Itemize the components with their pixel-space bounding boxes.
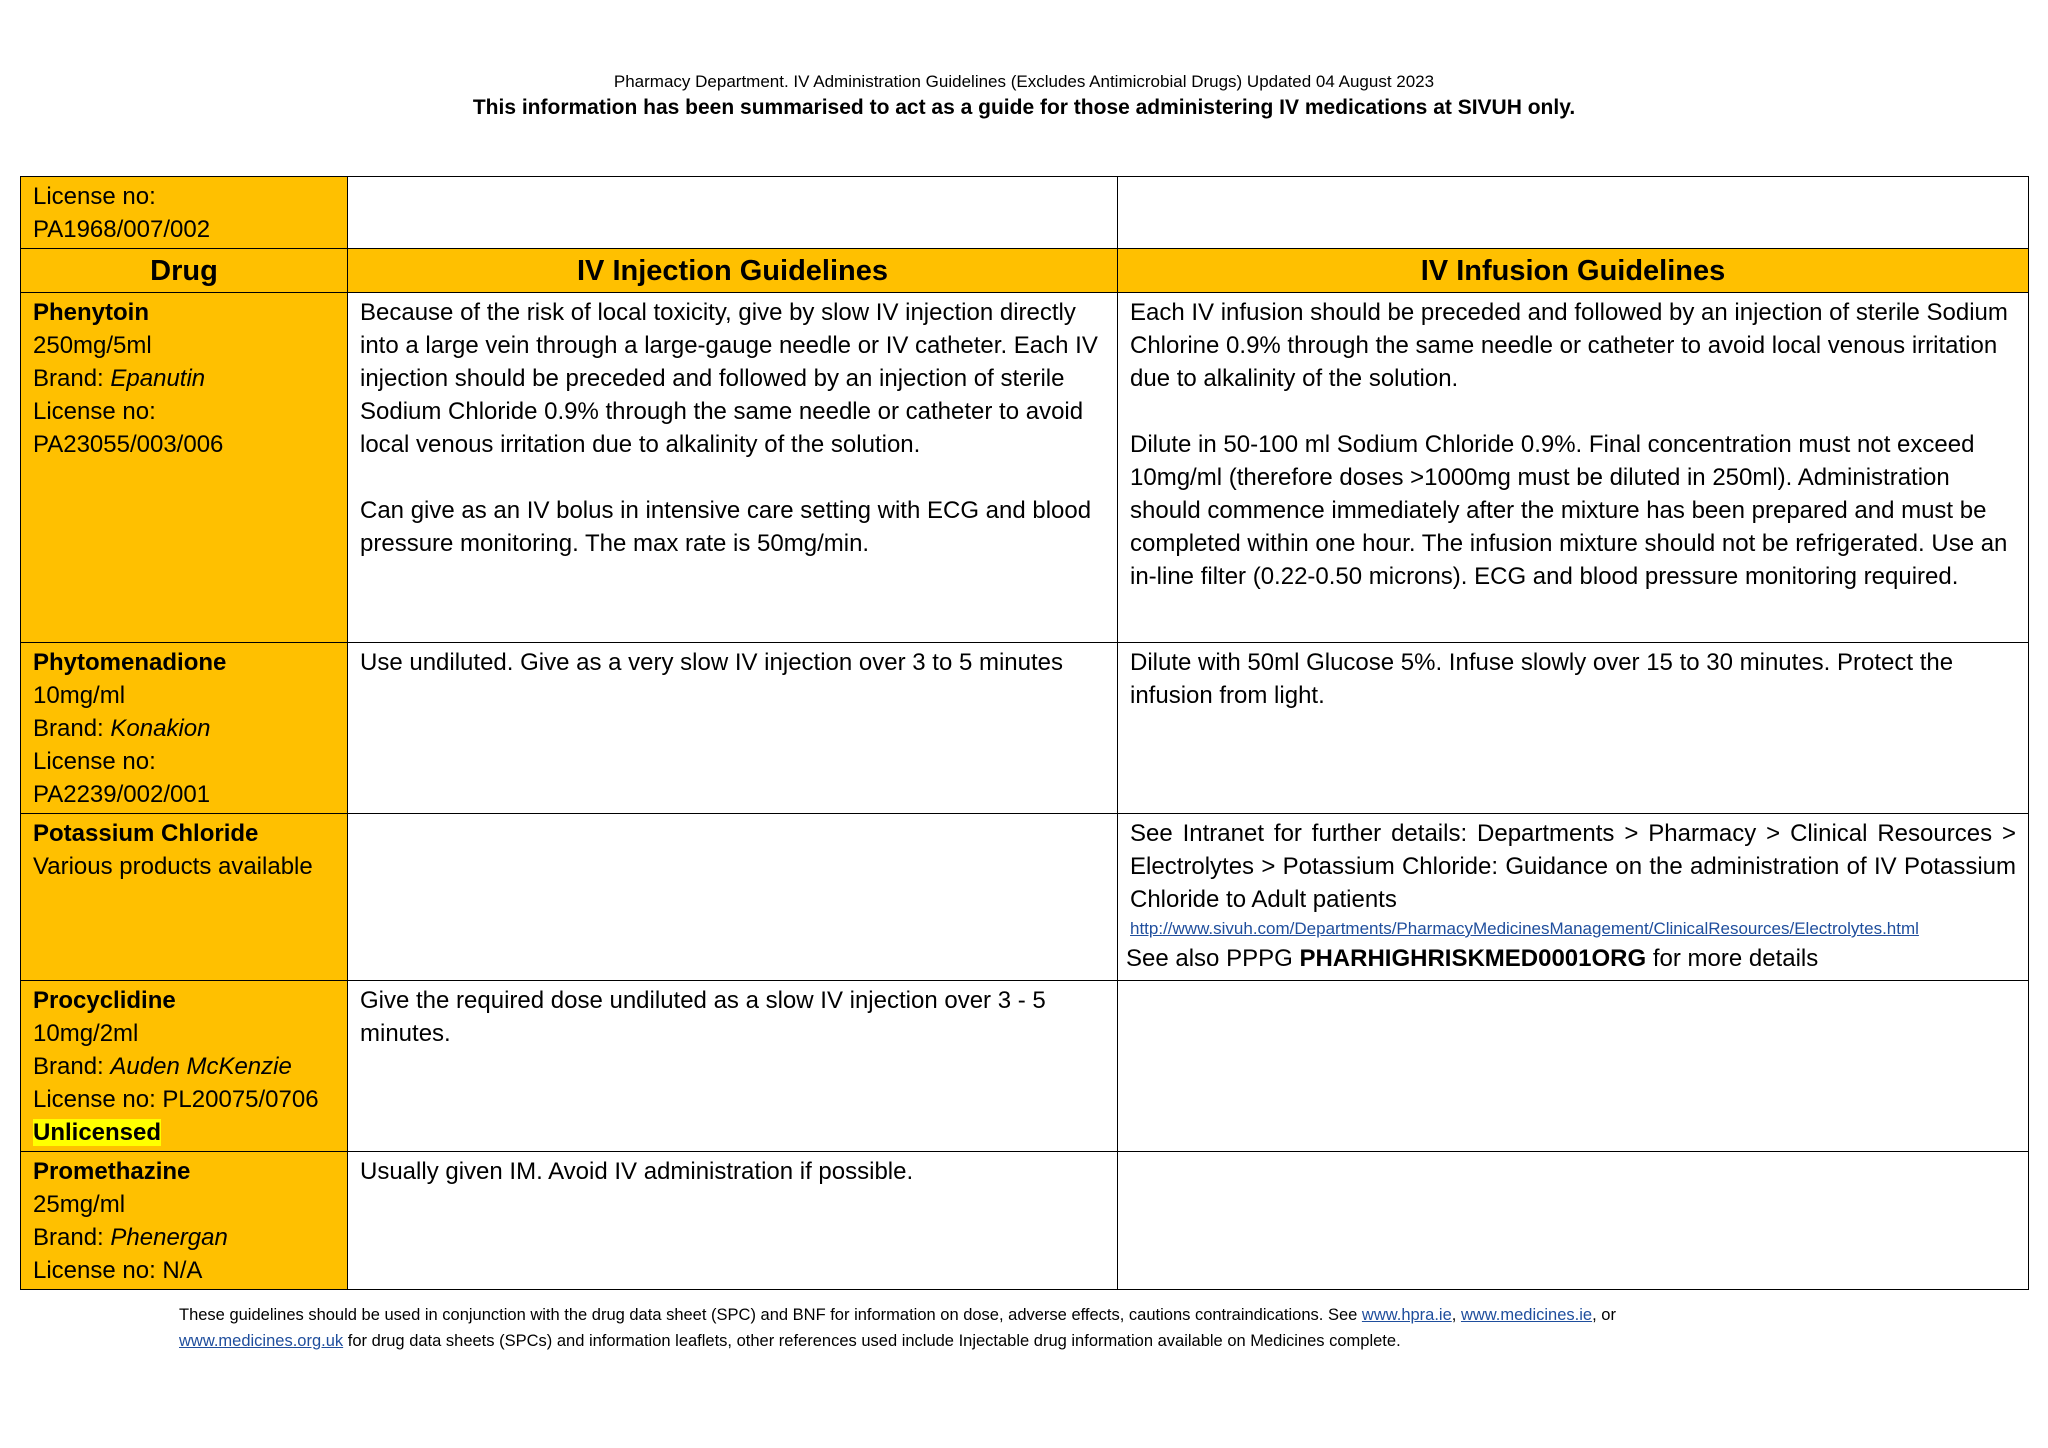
drug-cell-phenytoin: [21, 293, 348, 643]
brand-name: Phenergan: [110, 1224, 228, 1251]
license-label: License no:: [33, 183, 156, 210]
drug-brand: [33, 1221, 335, 1254]
license-label: License no:: [33, 398, 156, 425]
column-header-drug: Drug: [21, 249, 348, 293]
drug-strength: 10mg/2ml: [33, 1020, 139, 1047]
license-number: PA23055/003/006: [33, 431, 224, 458]
document-title: This information has been summarised to act as a guide for those administering IV medications at SIVUH only.: [472, 96, 1576, 119]
pppg-suffix: for more details: [1646, 945, 1819, 972]
table-header-row: [21, 249, 2029, 293]
drug-cell-potassium-chloride: [21, 814, 348, 981]
infusion-cell-potassium-chloride: [1118, 814, 2029, 981]
drug-strength: 25mg/ml: [33, 1191, 126, 1218]
infusion-cell-phytomenadione: [1118, 643, 2029, 814]
injection-cell-promethazine: [348, 1152, 1118, 1290]
brand-label: Brand:: [33, 1224, 111, 1251]
license-status: [33, 1116, 335, 1149]
footer-note: [179, 1302, 1879, 1354]
medicines-ie-link[interactable]: www.medicines.ie: [1460, 1306, 1593, 1324]
footer-separator: , or: [1592, 1306, 1616, 1324]
injection-text: Use undiluted. Give as a very slow IV injection over 3 to 5 minutes: [360, 649, 1064, 676]
drug-note: Various products available: [33, 853, 313, 880]
intranet-link[interactable]: http://www.sivuh.com/Departments/PharmacyMedicinesManagement/ClinicalResources/Electrolytes.html: [1130, 919, 1919, 938]
column-header-infusion: IV Infusion Guidelines: [1118, 249, 2029, 293]
infusion-cell-phenytoin: [1118, 293, 2029, 643]
injection-text: Because of the risk of local toxicity, give by slow IV injection directly into a large vein through a large-gauge needle or IV catheter. Each IV injection should be preceded and followed by an injection of sterile Sodium Chloride 0.9% through the same needle or catheter to avoid local venous irritation due to alkalinity of the solution.: [360, 299, 1098, 458]
injection-text: Usually given IM. Avoid IV administration if possible.: [360, 1158, 914, 1185]
drug-name: Promethazine: [33, 1158, 191, 1185]
drug-strength: 250mg/5ml: [33, 332, 152, 359]
drug-brand: [33, 712, 335, 745]
table-row-continued: [21, 177, 2029, 249]
brand-label: Brand:: [33, 365, 111, 392]
unlicensed-badge: Unlicensed: [33, 1119, 162, 1146]
injection-text: Can give as an IV bolus in intensive care setting with ECG and blood pressure monitoring. The max rate is 50mg/min.: [360, 497, 1092, 557]
hpra-link[interactable]: www.hpra.ie: [1361, 1306, 1452, 1324]
footer-text: for drug data sheets (SPCs) and information leaflets, other references used include Injectable drug information available on Medicines complete.: [343, 1332, 1401, 1350]
infusion-cell-promethazine: [1118, 1152, 2029, 1290]
brand-name: Epanutin: [110, 365, 206, 392]
medicines-org-uk-link[interactable]: www.medicines.org.uk: [179, 1332, 344, 1350]
brand-label: Brand:: [33, 1053, 111, 1080]
infusion-text: See Intranet for further details: Departments > Pharmacy > Clinical Resources > Electrolytes > Potassium Chloride: Guidance on the administration of IV Potassium Chloride to Adult patients: [1130, 820, 2016, 913]
drug-name: Phytomenadione: [33, 649, 227, 676]
license-number: License no: PL20075/0706: [33, 1086, 319, 1113]
drug-cell-promethazine: [21, 1152, 348, 1290]
drug-strength: 10mg/ml: [33, 682, 126, 709]
table-row-potassium-chloride: [21, 814, 2029, 981]
document-subtitle: Pharmacy Department. IV Administration Guidelines (Excludes Antimicrobial Drugs) Updated 04 August 2023: [613, 72, 1435, 91]
drug-brand: [33, 1050, 335, 1083]
license-number: License no: N/A: [33, 1257, 203, 1284]
pppg-prefix: See also PPPG: [1126, 945, 1300, 972]
paragraph-gap: [360, 461, 1105, 494]
brand-name: Konakion: [110, 715, 211, 742]
table-row-phenytoin: [21, 293, 2029, 643]
injection-cell-phytomenadione: [348, 643, 1118, 814]
table-row-procyclidine: [21, 981, 2029, 1152]
paragraph-gap: [1130, 395, 2016, 428]
injection-cell-continued: [348, 177, 1118, 249]
brand-name: Auden McKenzie: [110, 1053, 292, 1080]
injection-cell-potassium-chloride: [348, 814, 1118, 981]
drug-name: Phenytoin: [33, 299, 150, 326]
column-header-injection: IV Injection Guidelines: [348, 249, 1118, 293]
table-row-promethazine: [21, 1152, 2029, 1290]
drug-name: Procyclidine: [33, 987, 176, 1014]
license-number: PA2239/002/001: [33, 781, 211, 808]
infusion-text: Each IV infusion should be preceded and followed by an injection of sterile Sodium Chlorine 0.9% through the same needle or catheter to avoid local venous irritation due to alkalinity of the solution.: [1130, 299, 2008, 392]
injection-cell-phenytoin: [348, 293, 1118, 643]
infusion-cell-procyclidine: [1118, 981, 2029, 1152]
pppg-code: PHARHIGHRISKMED0001ORG: [1299, 945, 1647, 972]
footer-text: These guidelines should be used in conjunction with the drug data sheet (SPC) and BNF for information on dose, adverse effects, cautions contraindications. See: [179, 1306, 1362, 1324]
infusion-text: Dilute with 50ml Glucose 5%. Infuse slowly over 15 to 30 minutes. Protect the infusion from light.: [1130, 649, 1954, 709]
pppg-reference: [1126, 942, 2016, 975]
table-row-phytomenadione: [21, 643, 2029, 814]
license-number: PA1968/007/002: [33, 216, 211, 243]
drug-cell-phytomenadione: [21, 643, 348, 814]
drug-cell-procyclidine: [21, 981, 348, 1152]
drug-name: Potassium Chloride: [33, 820, 259, 847]
license-label: License no:: [33, 748, 156, 775]
injection-cell-procyclidine: [348, 981, 1118, 1152]
footer-separator: ,: [1451, 1306, 1461, 1324]
drug-cell-continued: [21, 177, 348, 249]
injection-text: Give the required dose undiluted as a slow IV injection over 3 - 5 minutes.: [360, 987, 1046, 1047]
drug-brand: [33, 362, 335, 395]
infusion-cell-continued: [1118, 177, 2029, 249]
brand-label: Brand:: [33, 715, 111, 742]
guidelines-table: [20, 176, 2029, 1290]
infusion-text: Dilute in 50-100 ml Sodium Chloride 0.9%. Final concentration must not exceed 10mg/ml (therefore doses >1000mg must be diluted in 250ml). Administration should commence immediately after the mixture has been prepared and must be completed within one hour. The infusion mixture should not be refrigerated. Use an in-line filter (0.22-0.50 microns). ECG and blood pressure monitoring required.: [1130, 431, 2008, 590]
